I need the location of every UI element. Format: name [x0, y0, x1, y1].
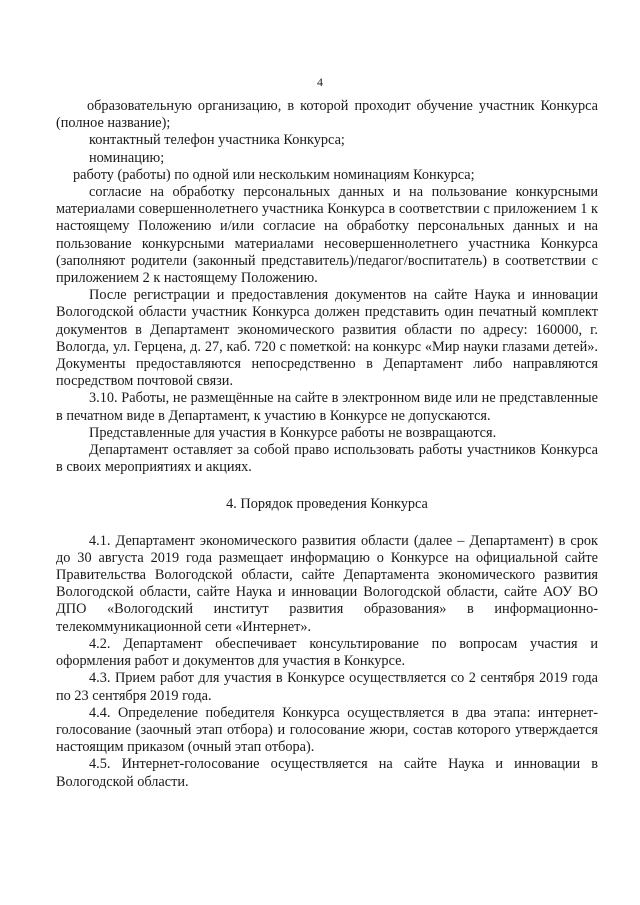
paragraph-consent: согласие на обработку персональных данных и на пользование конкурсными материалами совершеннолетнего участника Конкурса в соответствии с приложением 1 к настоящему Положению и/или согласие на обработку персональных данных и на пользование конкурсными материалами несовершеннолетнего участника Конкурса (заполняют родители (законный представитель)/педагог/воспитатель) в соответствии с приложением 2 к настоящему Положению.: [56, 184, 598, 287]
paragraph-rights: Департамент оставляет за собой право использовать работы участников Конкурса в своих мероприятиях и акциях.: [56, 442, 598, 476]
paragraph-4-1: 4.1. Департамент экономического развития области (далее – Департамент) в срок до 30 августа 2019 года размещает информацию о Конкурсе на официальной сайте Правительства Вологодской области, сайте Департамента экономического развития Вологодской области, сайте Наука и инновации Вологодской области, сайте АОУ ВО ДПО «Вологодский институт развития образования» в информационно-телекоммуникационной сети «Интернет».: [56, 532, 598, 635]
paragraph-institution: образовательную организацию, в которой проходит обучение участник Конкурса (полное название);: [56, 98, 598, 132]
document-body: [56, 98, 598, 791]
section-heading: 4. Порядок проведения Конкурса: [226, 496, 428, 513]
paragraph-registration: После регистрации и предоставления документов на сайте Наука и инновации Вологодской области участник Конкурса должен представить один печатный комплект документов в Департамент экономического развития области по адресу: 160000, г. Вологда, ул. Герцена, д. 27, каб. 720 с пометкой: на конкурс «Мир науки глазами детей». Документы предоставляются непосредственно в Департамент либо направляются посредством почтовой связи.: [56, 287, 598, 390]
paragraph-nomination: номинацию;: [89, 149, 165, 166]
paragraph-4-4: 4.4. Определение победителя Конкурса осуществляется в два этапа: интернет-голосование (заочный этап отбора) и голосование жюри, состав которого утверждается настоящим приказом (очный этап отбора).: [56, 704, 598, 756]
paragraph-4-2: 4.2. Департамент обеспечивает консультирование по вопросам участия и оформления работ и документов для участия в Конкурсе.: [56, 635, 598, 670]
paragraph-works: работу (работы) по одной или нескольким номинациям Конкурса;: [73, 166, 475, 183]
paragraph-phone: контактный телефон участника Конкурса;: [89, 132, 345, 149]
paragraph-3-10: 3.10. Работы, не размещённые на сайте в электронном виде или не представленные в печатном виде в Департамент, к участию в Конкурсе не допускаются.: [56, 390, 598, 424]
paragraph-4-3: 4.3. Прием работ для участия в Конкурсе осуществляется со 2 сентября 2019 года по 23 сентября 2019 года.: [56, 670, 598, 704]
page-number: 4: [317, 75, 323, 89]
paragraph-not-returned: Представленные для участия в Конкурсе работы не возвращаются.: [89, 424, 497, 441]
paragraph-4-5: 4.5. Интернет-голосование осуществляется на сайте Наука и инновации в Вологодской области.: [56, 756, 598, 790]
